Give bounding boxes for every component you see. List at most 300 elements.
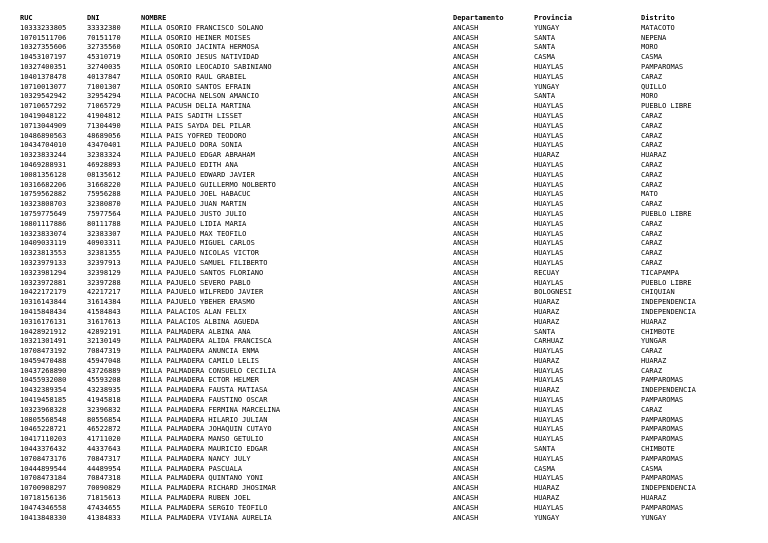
table-body	[20, 24, 751, 524]
nombre-cell: MILLA PAJUELO JUSTO JULIO	[141, 209, 247, 218]
departamento-cell: ANCASH	[453, 337, 479, 346]
provincia-cell: HUAYLAS	[534, 376, 564, 385]
table-row	[20, 318, 751, 328]
header-nombre: NOMBRE	[141, 14, 167, 22]
provincia-cell: HUAYLAS	[534, 72, 564, 81]
provincia-cell: HUAYLAS	[534, 190, 564, 199]
table-row	[20, 83, 751, 93]
distrito-cell: CHIMBOTE	[641, 327, 675, 336]
dni-cell: 31668220	[87, 180, 121, 189]
nombre-cell: MILLA PAIS YOFRED TEODORO	[141, 131, 247, 140]
distrito-cell: PUEBLO LIBRE	[641, 278, 692, 287]
departamento-cell: ANCASH	[453, 258, 479, 267]
ruc-cell: 10713044909	[20, 121, 67, 130]
table-row	[20, 298, 751, 308]
distrito-cell: CARAZ	[641, 239, 663, 248]
nombre-cell: MILLA PAJUELO SANTOS FLORIANO	[141, 268, 264, 277]
ruc-cell: 10710657292	[20, 102, 67, 111]
header-ruc: RUC	[20, 14, 33, 22]
provincia-cell: SANTA	[534, 33, 556, 42]
nombre-cell: MILLA PAJUELO SEVERO PABLO	[141, 278, 251, 287]
nombre-cell: MILLA PALMADERA RUBEN JOEL	[141, 494, 251, 503]
table-row	[20, 24, 751, 34]
departamento-cell: ANCASH	[453, 317, 479, 326]
departamento-cell: ANCASH	[453, 180, 479, 189]
ruc-cell: 10323981294	[20, 268, 67, 277]
dni-cell: 47434655	[87, 503, 121, 512]
provincia-cell: HUAYLAS	[534, 474, 564, 483]
provincia-cell: HUAYLAS	[534, 131, 564, 140]
provincia-cell: CARHUAZ	[534, 337, 564, 346]
departamento-cell: ANCASH	[453, 239, 479, 248]
provincia-cell: HUAYLAS	[534, 249, 564, 258]
departamento-cell: ANCASH	[453, 249, 479, 258]
document-page	[20, 14, 751, 523]
header-provincia: Provincia	[534, 14, 572, 22]
departamento-cell: ANCASH	[453, 121, 479, 130]
provincia-cell: HUARAZ	[534, 356, 560, 365]
departamento-cell: ANCASH	[453, 494, 479, 503]
departamento-cell: ANCASH	[453, 200, 479, 209]
table-row	[20, 328, 751, 338]
departamento-cell: ANCASH	[453, 484, 479, 493]
distrito-cell: MORO	[641, 43, 658, 52]
ruc-cell: 10444899544	[20, 464, 67, 473]
provincia-cell: HUARAZ	[534, 484, 560, 493]
nombre-cell: MILLA PAIS SADITH LISSET	[141, 111, 243, 120]
table-row	[20, 425, 751, 435]
dni-cell: 41584843	[87, 307, 121, 316]
provincia-cell: HUAYLAS	[534, 278, 564, 287]
distrito-cell: MATO	[641, 190, 658, 199]
ruc-cell: 10486890563	[20, 131, 67, 140]
nombre-cell: MILLA PALMADERA FAUSTA MATIASA	[141, 386, 268, 395]
nombre-cell: MILLA OSORIO JACINTA HERMOSA	[141, 43, 260, 52]
dni-cell: 32397288	[87, 278, 121, 287]
dni-cell: 32740035	[87, 62, 121, 71]
table-row	[20, 337, 751, 347]
table-row	[20, 406, 751, 416]
table-row	[20, 161, 751, 171]
dni-cell: 45310719	[87, 53, 121, 62]
dni-cell: 41945818	[87, 396, 121, 405]
nombre-cell: MILLA PALMADERA ECTOR HELMER	[141, 376, 260, 385]
table-row	[20, 288, 751, 298]
provincia-cell: SANTA	[534, 43, 556, 52]
departamento-cell: ANCASH	[453, 405, 479, 414]
dni-cell: 46928893	[87, 160, 121, 169]
distrito-cell: HUARAZ	[641, 317, 667, 326]
ruc-cell: 10316143844	[20, 298, 67, 307]
dni-cell: 48689056	[87, 131, 121, 140]
departamento-cell: ANCASH	[453, 366, 479, 375]
provincia-cell: HUAYLAS	[534, 102, 564, 111]
distrito-cell: CARAZ	[641, 131, 663, 140]
ruc-cell: 10801117886	[20, 219, 67, 228]
nombre-cell: MILLA OSORIO JESUS NATIVIDAD	[141, 53, 260, 62]
dni-cell: 32383307	[87, 229, 121, 238]
ruc-cell: 10453107197	[20, 53, 67, 62]
nombre-cell: MILLA PALACIOS ALBINA AGUEDA	[141, 317, 260, 326]
distrito-cell: PUEBLO LIBRE	[641, 102, 692, 111]
ruc-cell: 10323813553	[20, 249, 67, 258]
provincia-cell: HUAYLAS	[534, 219, 564, 228]
dni-cell: 70847318	[87, 474, 121, 483]
nombre-cell: MILLA PAIS SAYDA DEL PILAR	[141, 121, 251, 130]
distrito-cell: PAMPAROMAS	[641, 62, 684, 71]
ruc-cell: 10432389354	[20, 386, 67, 395]
nombre-cell: MILLA PALACIOS ALAN FELIX	[141, 307, 247, 316]
ruc-cell: 10316682206	[20, 180, 67, 189]
ruc-cell: 10422172179	[20, 288, 67, 297]
dni-cell: 41711020	[87, 435, 121, 444]
distrito-cell: CARAZ	[641, 121, 663, 130]
provincia-cell: YUNGAY	[534, 23, 560, 32]
table-row	[20, 514, 751, 524]
nombre-cell: MILLA PAJUELO YBEHER ERASMO	[141, 298, 255, 307]
dni-cell: 31614384	[87, 298, 121, 307]
provincia-cell: SANTA	[534, 327, 556, 336]
departamento-cell: ANCASH	[453, 347, 479, 356]
ruc-cell: 10316176131	[20, 317, 67, 326]
table-row	[20, 376, 751, 386]
table-row	[20, 132, 751, 142]
dni-cell: 80556854	[87, 415, 121, 424]
nombre-cell: MILLA PAJUELO JUAN MARTIN	[141, 200, 247, 209]
ruc-cell: 10321301491	[20, 337, 67, 346]
distrito-cell: HUARAZ	[641, 356, 667, 365]
provincia-cell: HUAYLAS	[534, 180, 564, 189]
departamento-cell: ANCASH	[453, 415, 479, 424]
departamento-cell: ANCASH	[453, 62, 479, 71]
table-row	[20, 347, 751, 357]
ruc-cell: 10323979133	[20, 258, 67, 267]
table-row	[20, 43, 751, 53]
distrito-cell: MORO	[641, 92, 658, 101]
table-row	[20, 181, 751, 191]
distrito-cell: INDEPENDENCIA	[641, 484, 696, 493]
ruc-cell: 10465228721	[20, 425, 67, 434]
provincia-cell: HUARAZ	[534, 298, 560, 307]
table-row	[20, 396, 751, 406]
table-row	[20, 220, 751, 230]
ruc-cell: 10327355606	[20, 43, 67, 52]
ruc-cell: 10333233805	[20, 23, 67, 32]
provincia-cell: CASMA	[534, 53, 556, 62]
ruc-cell: 10474346558	[20, 503, 67, 512]
table-row	[20, 494, 751, 504]
dni-cell: 40137847	[87, 72, 121, 81]
distrito-cell: PAMPAROMAS	[641, 376, 684, 385]
dni-cell: 45947048	[87, 356, 121, 365]
table-row	[20, 308, 751, 318]
nombre-cell: MILLA PALMADERA ALBINA ANA	[141, 327, 251, 336]
ruc-cell: 10708473176	[20, 454, 67, 463]
dni-cell: 70847317	[87, 454, 121, 463]
table-row	[20, 435, 751, 445]
dni-cell: 32383324	[87, 151, 121, 160]
distrito-cell: PAMPAROMAS	[641, 396, 684, 405]
table-row	[20, 112, 751, 122]
table-row	[20, 239, 751, 249]
departamento-cell: ANCASH	[453, 327, 479, 336]
distrito-cell: INDEPENDENCIA	[641, 307, 696, 316]
departamento-cell: ANCASH	[453, 43, 479, 52]
table-row	[20, 465, 751, 475]
table-row	[20, 151, 751, 161]
distrito-cell: PAMPAROMAS	[641, 503, 684, 512]
distrito-cell: CARAZ	[641, 405, 663, 414]
provincia-cell: HUAYLAS	[534, 366, 564, 375]
provincia-cell: HUAYLAS	[534, 347, 564, 356]
departamento-cell: ANCASH	[453, 386, 479, 395]
ruc-cell: 10708473184	[20, 474, 67, 483]
nombre-cell: MILLA PALMADERA HILARIO JULIAN	[141, 415, 268, 424]
distrito-cell: INDEPENDENCIA	[641, 298, 696, 307]
distrito-cell: CARAZ	[641, 347, 663, 356]
dni-cell: 32954294	[87, 92, 121, 101]
ruc-cell: 10455932080	[20, 376, 67, 385]
nombre-cell: MILLA PALMADERA CAMILO LELIS	[141, 356, 260, 365]
table-row	[20, 357, 751, 367]
nombre-cell: MILLA OSORIO LEOCADIO SABINIANO	[141, 62, 272, 71]
distrito-cell: CARAZ	[641, 249, 663, 258]
distrito-cell: PAMPAROMAS	[641, 474, 684, 483]
provincia-cell: HUAYLAS	[534, 435, 564, 444]
distrito-cell: PAMPAROMAS	[641, 454, 684, 463]
nombre-cell: MILLA PALMADERA SERGIO TEOFILO	[141, 503, 268, 512]
provincia-cell: HUAYLAS	[534, 229, 564, 238]
departamento-cell: ANCASH	[453, 131, 479, 140]
nombre-cell: MILLA PAJUELO WILFREDO JAVIER	[141, 288, 264, 297]
dni-cell: 42892191	[87, 327, 121, 336]
nombre-cell: MILLA PALMADERA MAURICIO EDGAR	[141, 445, 268, 454]
departamento-cell: ANCASH	[453, 464, 479, 473]
distrito-cell: MATACOTO	[641, 23, 675, 32]
ruc-cell: 10759562882	[20, 190, 67, 199]
ruc-cell: 10323968328	[20, 405, 67, 414]
departamento-cell: ANCASH	[453, 298, 479, 307]
nombre-cell: MILLA PALMADERA FERMINA MARCELINA	[141, 405, 281, 414]
ruc-cell: 10329542942	[20, 92, 67, 101]
departamento-cell: ANCASH	[453, 503, 479, 512]
ruc-cell: 10323833244	[20, 151, 67, 160]
dni-cell: 80111788	[87, 219, 121, 228]
provincia-cell: HUAYLAS	[534, 405, 564, 414]
dni-cell: 70151170	[87, 33, 121, 42]
provincia-cell: HUAYLAS	[534, 396, 564, 405]
table-row	[20, 386, 751, 396]
provincia-cell: HUAYLAS	[534, 239, 564, 248]
table-row	[20, 279, 751, 289]
distrito-cell: QUILLO	[641, 82, 667, 91]
taxpayer-table	[20, 14, 751, 523]
dni-cell: 71065729	[87, 102, 121, 111]
ruc-cell: 10081356128	[20, 170, 67, 179]
table-row	[20, 269, 751, 279]
distrito-cell: PAMPAROMAS	[641, 425, 684, 434]
ruc-cell: 10323972881	[20, 278, 67, 287]
provincia-cell: SANTA	[534, 445, 556, 454]
table-row	[20, 73, 751, 83]
departamento-cell: ANCASH	[453, 190, 479, 199]
table-row	[20, 474, 751, 484]
nombre-cell: MILLA PAJUELO JOEL HABACUC	[141, 190, 251, 199]
dni-cell: 75956288	[87, 190, 121, 199]
dni-cell: 33332380	[87, 23, 121, 32]
nombre-cell: MILLA PALMADERA MANSO GETULIO	[141, 435, 264, 444]
departamento-cell: ANCASH	[453, 356, 479, 365]
nombre-cell: MILLA PALMADERA ALIDA FRANCISCA	[141, 337, 272, 346]
provincia-cell: HUAYLAS	[534, 62, 564, 71]
provincia-cell: HUARAZ	[534, 151, 560, 160]
ruc-cell: 10415848434	[20, 307, 67, 316]
nombre-cell: MILLA PALMADERA CONSUELO CECILIA	[141, 366, 276, 375]
nombre-cell: MILLA PACOCHA NELSON AMANCIO	[141, 92, 260, 101]
provincia-cell: RECUAY	[534, 268, 560, 277]
departamento-cell: ANCASH	[453, 151, 479, 160]
distrito-cell: HUARAZ	[641, 494, 667, 503]
distrito-cell: NEPEÑA	[641, 33, 667, 42]
dni-cell: 32397913	[87, 258, 121, 267]
departamento-cell: ANCASH	[453, 445, 479, 454]
departamento-cell: ANCASH	[453, 141, 479, 150]
dni-cell: 32735560	[87, 43, 121, 52]
table-row	[20, 416, 751, 426]
header-dni: DNI	[87, 14, 100, 22]
ruc-cell: 10437268890	[20, 366, 67, 375]
provincia-cell: HUAYLAS	[534, 209, 564, 218]
distrito-cell: CARAZ	[641, 366, 663, 375]
dni-cell: 41384833	[87, 513, 121, 522]
table-row	[20, 259, 751, 269]
nombre-cell: MILLA PALMADERA NANCY JULY	[141, 454, 251, 463]
table-row	[20, 210, 751, 220]
ruc-cell: 10413848330	[20, 513, 67, 522]
header-departamento: Departamento	[453, 14, 504, 22]
distrito-cell: CASMA	[641, 464, 663, 473]
table-row	[20, 63, 751, 73]
dni-cell: 71304490	[87, 121, 121, 130]
provincia-cell: HUARAZ	[534, 494, 560, 503]
ruc-cell: 10701511706	[20, 33, 67, 42]
nombre-cell: MILLA PAJUELO EDITH ANA	[141, 160, 238, 169]
provincia-cell: HUAYLAS	[534, 141, 564, 150]
provincia-cell: HUARAZ	[534, 307, 560, 316]
provincia-cell: HUAYLAS	[534, 415, 564, 424]
dni-cell: 42217217	[87, 288, 121, 297]
nombre-cell: MILLA OSORIO SANTOS EFRAIN	[141, 82, 251, 91]
dni-cell: 32381355	[87, 249, 121, 258]
dni-cell: 70847319	[87, 347, 121, 356]
provincia-cell: HUAYLAS	[534, 111, 564, 120]
distrito-cell: CARAZ	[641, 141, 663, 150]
ruc-cell: 10419458185	[20, 396, 67, 405]
table-row	[20, 200, 751, 210]
distrito-cell: YUNGAY	[641, 513, 667, 522]
ruc-cell: 10419048122	[20, 111, 67, 120]
table-row	[20, 455, 751, 465]
table-row	[20, 190, 751, 200]
ruc-cell: 10718156136	[20, 494, 67, 503]
nombre-cell: MILLA PALMADERA ANUNCIA ENMA	[141, 347, 260, 356]
departamento-cell: ANCASH	[453, 170, 479, 179]
table-row	[20, 122, 751, 132]
provincia-cell: YUNGAY	[534, 82, 560, 91]
table-row	[20, 171, 751, 181]
distrito-cell: CARAZ	[641, 160, 663, 169]
provincia-cell: HUAYLAS	[534, 121, 564, 130]
ruc-cell: 10417110203	[20, 435, 67, 444]
nombre-cell: MILLA PAJUELO GUILLERMO NOLBERTO	[141, 180, 276, 189]
table-row	[20, 53, 751, 63]
dni-cell: 71815613	[87, 494, 121, 503]
dni-cell: 32380870	[87, 200, 121, 209]
dni-cell: 43726889	[87, 366, 121, 375]
ruc-cell: 10459470488	[20, 356, 67, 365]
distrito-cell: PAMPAROMAS	[641, 415, 684, 424]
departamento-cell: ANCASH	[453, 209, 479, 218]
nombre-cell: MILLA PACUSH DELIA MARTINA	[141, 102, 251, 111]
provincia-cell: HUAYLAS	[534, 170, 564, 179]
distrito-cell: CHIQUIAN	[641, 288, 675, 297]
departamento-cell: ANCASH	[453, 53, 479, 62]
ruc-cell: 10409033119	[20, 239, 67, 248]
nombre-cell: MILLA PALMADERA PASCUALA	[141, 464, 243, 473]
header-row	[20, 14, 751, 24]
ruc-cell: 10710013077	[20, 82, 67, 91]
table-row	[20, 504, 751, 514]
provincia-cell: HUAYLAS	[534, 503, 564, 512]
distrito-cell: CASMA	[641, 53, 663, 62]
nombre-cell: MILLA PAJUELO SAMUEL FILIBERTO	[141, 258, 268, 267]
table-row	[20, 367, 751, 377]
table-row	[20, 230, 751, 240]
distrito-cell: CARAZ	[641, 258, 663, 267]
departamento-cell: ANCASH	[453, 82, 479, 91]
departamento-cell: ANCASH	[453, 72, 479, 81]
table-row	[20, 445, 751, 455]
nombre-cell: MILLA PAJUELO MAX TEOFILO	[141, 229, 247, 238]
provincia-cell: HUAYLAS	[534, 258, 564, 267]
nombre-cell: MILLA PALMADERA QUINTANO YONI	[141, 474, 264, 483]
dni-cell: 43238935	[87, 386, 121, 395]
nombre-cell: MILLA PAJUELO NICOLAS VICTOR	[141, 249, 260, 258]
distrito-cell: INDEPENDENCIA	[641, 386, 696, 395]
nombre-cell: MILLA PAJUELO DORA SONIA	[141, 141, 243, 150]
departamento-cell: ANCASH	[453, 111, 479, 120]
table-row	[20, 34, 751, 44]
distrito-cell: YUNGAR	[641, 337, 667, 346]
nombre-cell: MILLA PALMADERA JOHAQUIN CUTAYO	[141, 425, 272, 434]
distrito-cell: PAMPAROMAS	[641, 435, 684, 444]
departamento-cell: ANCASH	[453, 92, 479, 101]
dni-cell: 46522872	[87, 425, 121, 434]
distrito-cell: CARAZ	[641, 229, 663, 238]
ruc-cell: 10428921912	[20, 327, 67, 336]
provincia-cell: HUAYLAS	[534, 200, 564, 209]
departamento-cell: ANCASH	[453, 268, 479, 277]
nombre-cell: MILLA PALMADERA RICHARD JHOSIMAR	[141, 484, 276, 493]
provincia-cell: YUNGAY	[534, 513, 560, 522]
dni-cell: 71001307	[87, 82, 121, 91]
provincia-cell: HUARAZ	[534, 386, 560, 395]
dni-cell: 32130149	[87, 337, 121, 346]
distrito-cell: CARAZ	[641, 170, 663, 179]
nombre-cell: MILLA PALMADERA VIVIANA AURELIA	[141, 513, 272, 522]
provincia-cell: BOLOGNESI	[534, 288, 572, 297]
distrito-cell: TICAPAMPA	[641, 268, 679, 277]
